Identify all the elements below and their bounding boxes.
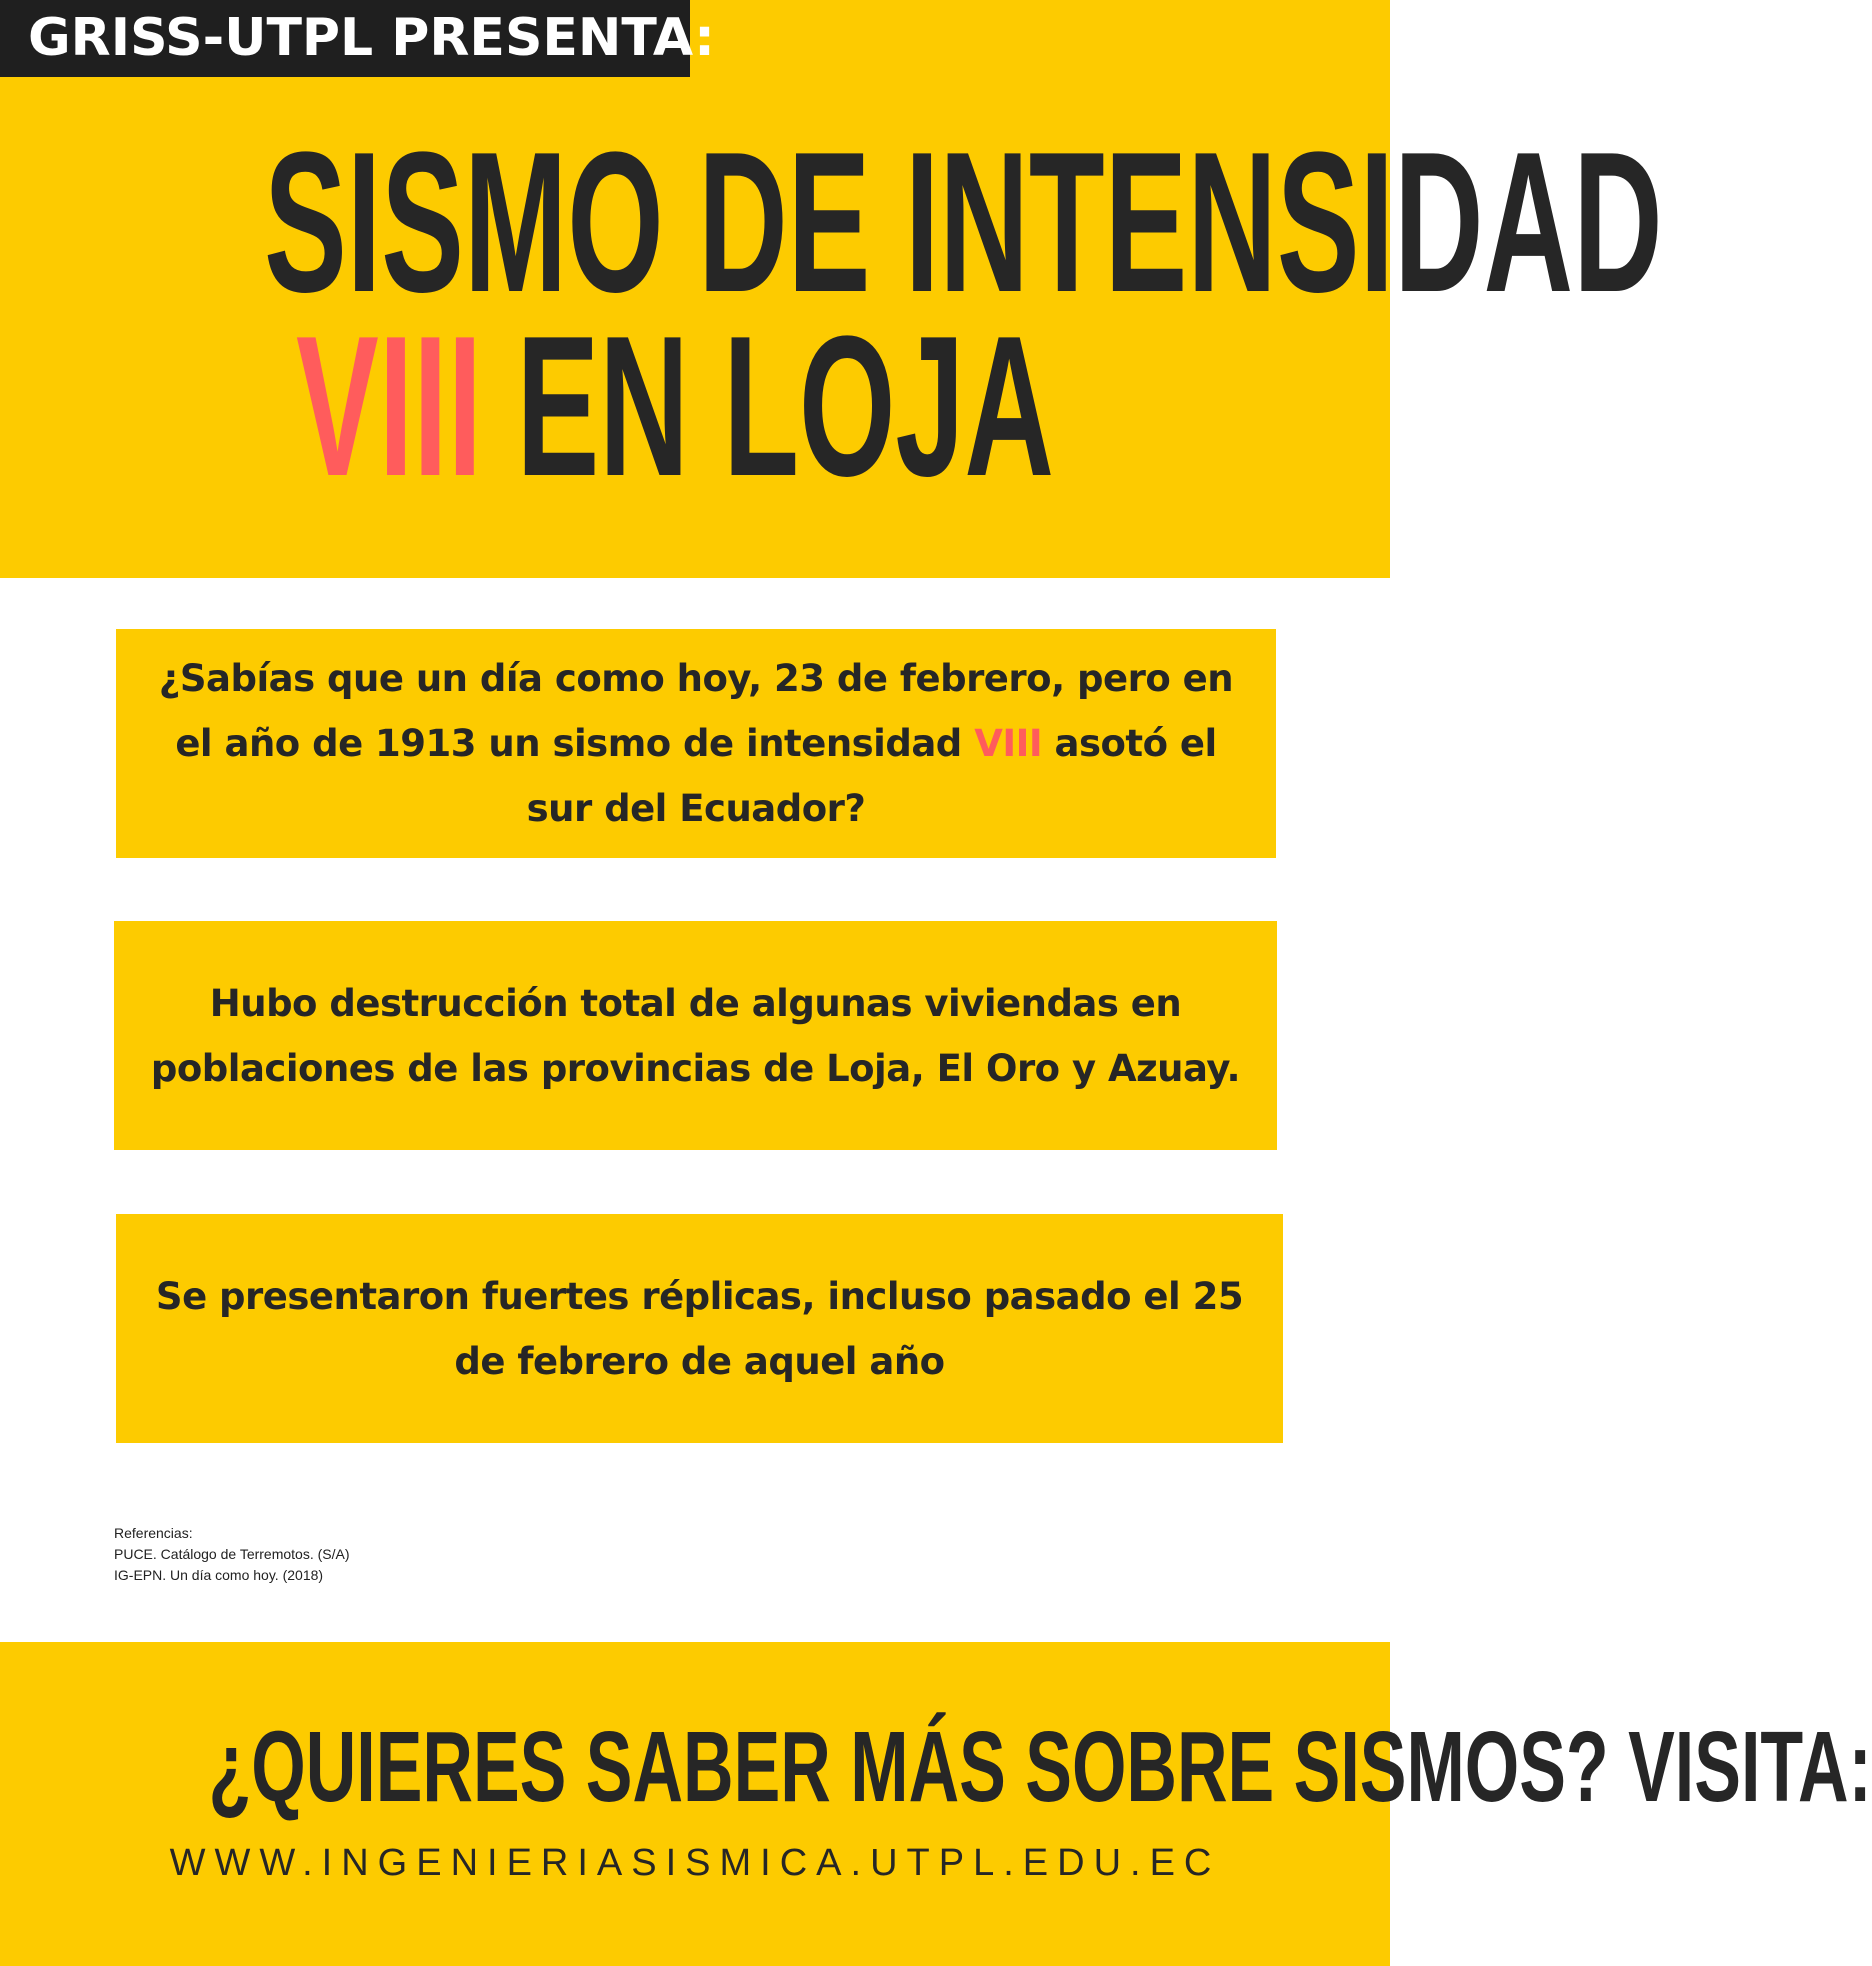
- reference-item: PUCE. Catálogo de Terremotos. (S/A): [114, 1546, 350, 1562]
- fact-box-date: [116, 629, 1276, 858]
- references-heading: Referencias:: [114, 1525, 193, 1541]
- fact-date-intensity-accent: VIII: [974, 722, 1043, 765]
- fact-box-aftershocks: [116, 1214, 1283, 1443]
- fact-date-text-after: asotó el sur del Ecuador?: [526, 722, 1217, 830]
- headline-intensity-accent: VIII: [296, 295, 483, 518]
- fact-text-aftershocks: Se presentaron fuertes réplicas, incluso pasado el 25 de febrero de aquel año: [155, 1274, 1244, 1383]
- references: [114, 1523, 350, 1586]
- fact-text-date: [146, 646, 1246, 841]
- website-link[interactable]: WWW.INGENIERIASISMICA.UTPL.EDU.EC: [169, 1842, 1221, 1884]
- reference-item: IG-EPN. Un día como hoy. (2018): [114, 1567, 324, 1583]
- headline-line-2-text: EN LOJA: [482, 295, 1054, 518]
- headline-line-1: [264, 111, 1663, 334]
- fact-text-destruction: Hubo destrucción total de algunas viviendas en poblaciones de las provincias de Loja, El Oro y Azuay.: [150, 981, 1241, 1090]
- headline-line-2: [244, 295, 1106, 518]
- fact-date-text-before: ¿Sabías que un día como hoy, 23 de febrero, pero en el año de 1913 un sismo de intensidad: [158, 657, 1234, 765]
- presenter-label: GRISS-UTPL PRESENTA:: [0, 0, 690, 77]
- fact-box-destruction: [114, 921, 1277, 1150]
- headline-line-1-text: SISMO DE INTENSIDAD: [264, 111, 1663, 334]
- footer-cta: ¿QUIERES SABER MÁS SOBRE SISMOS? VISITA:: [208, 1711, 1872, 1823]
